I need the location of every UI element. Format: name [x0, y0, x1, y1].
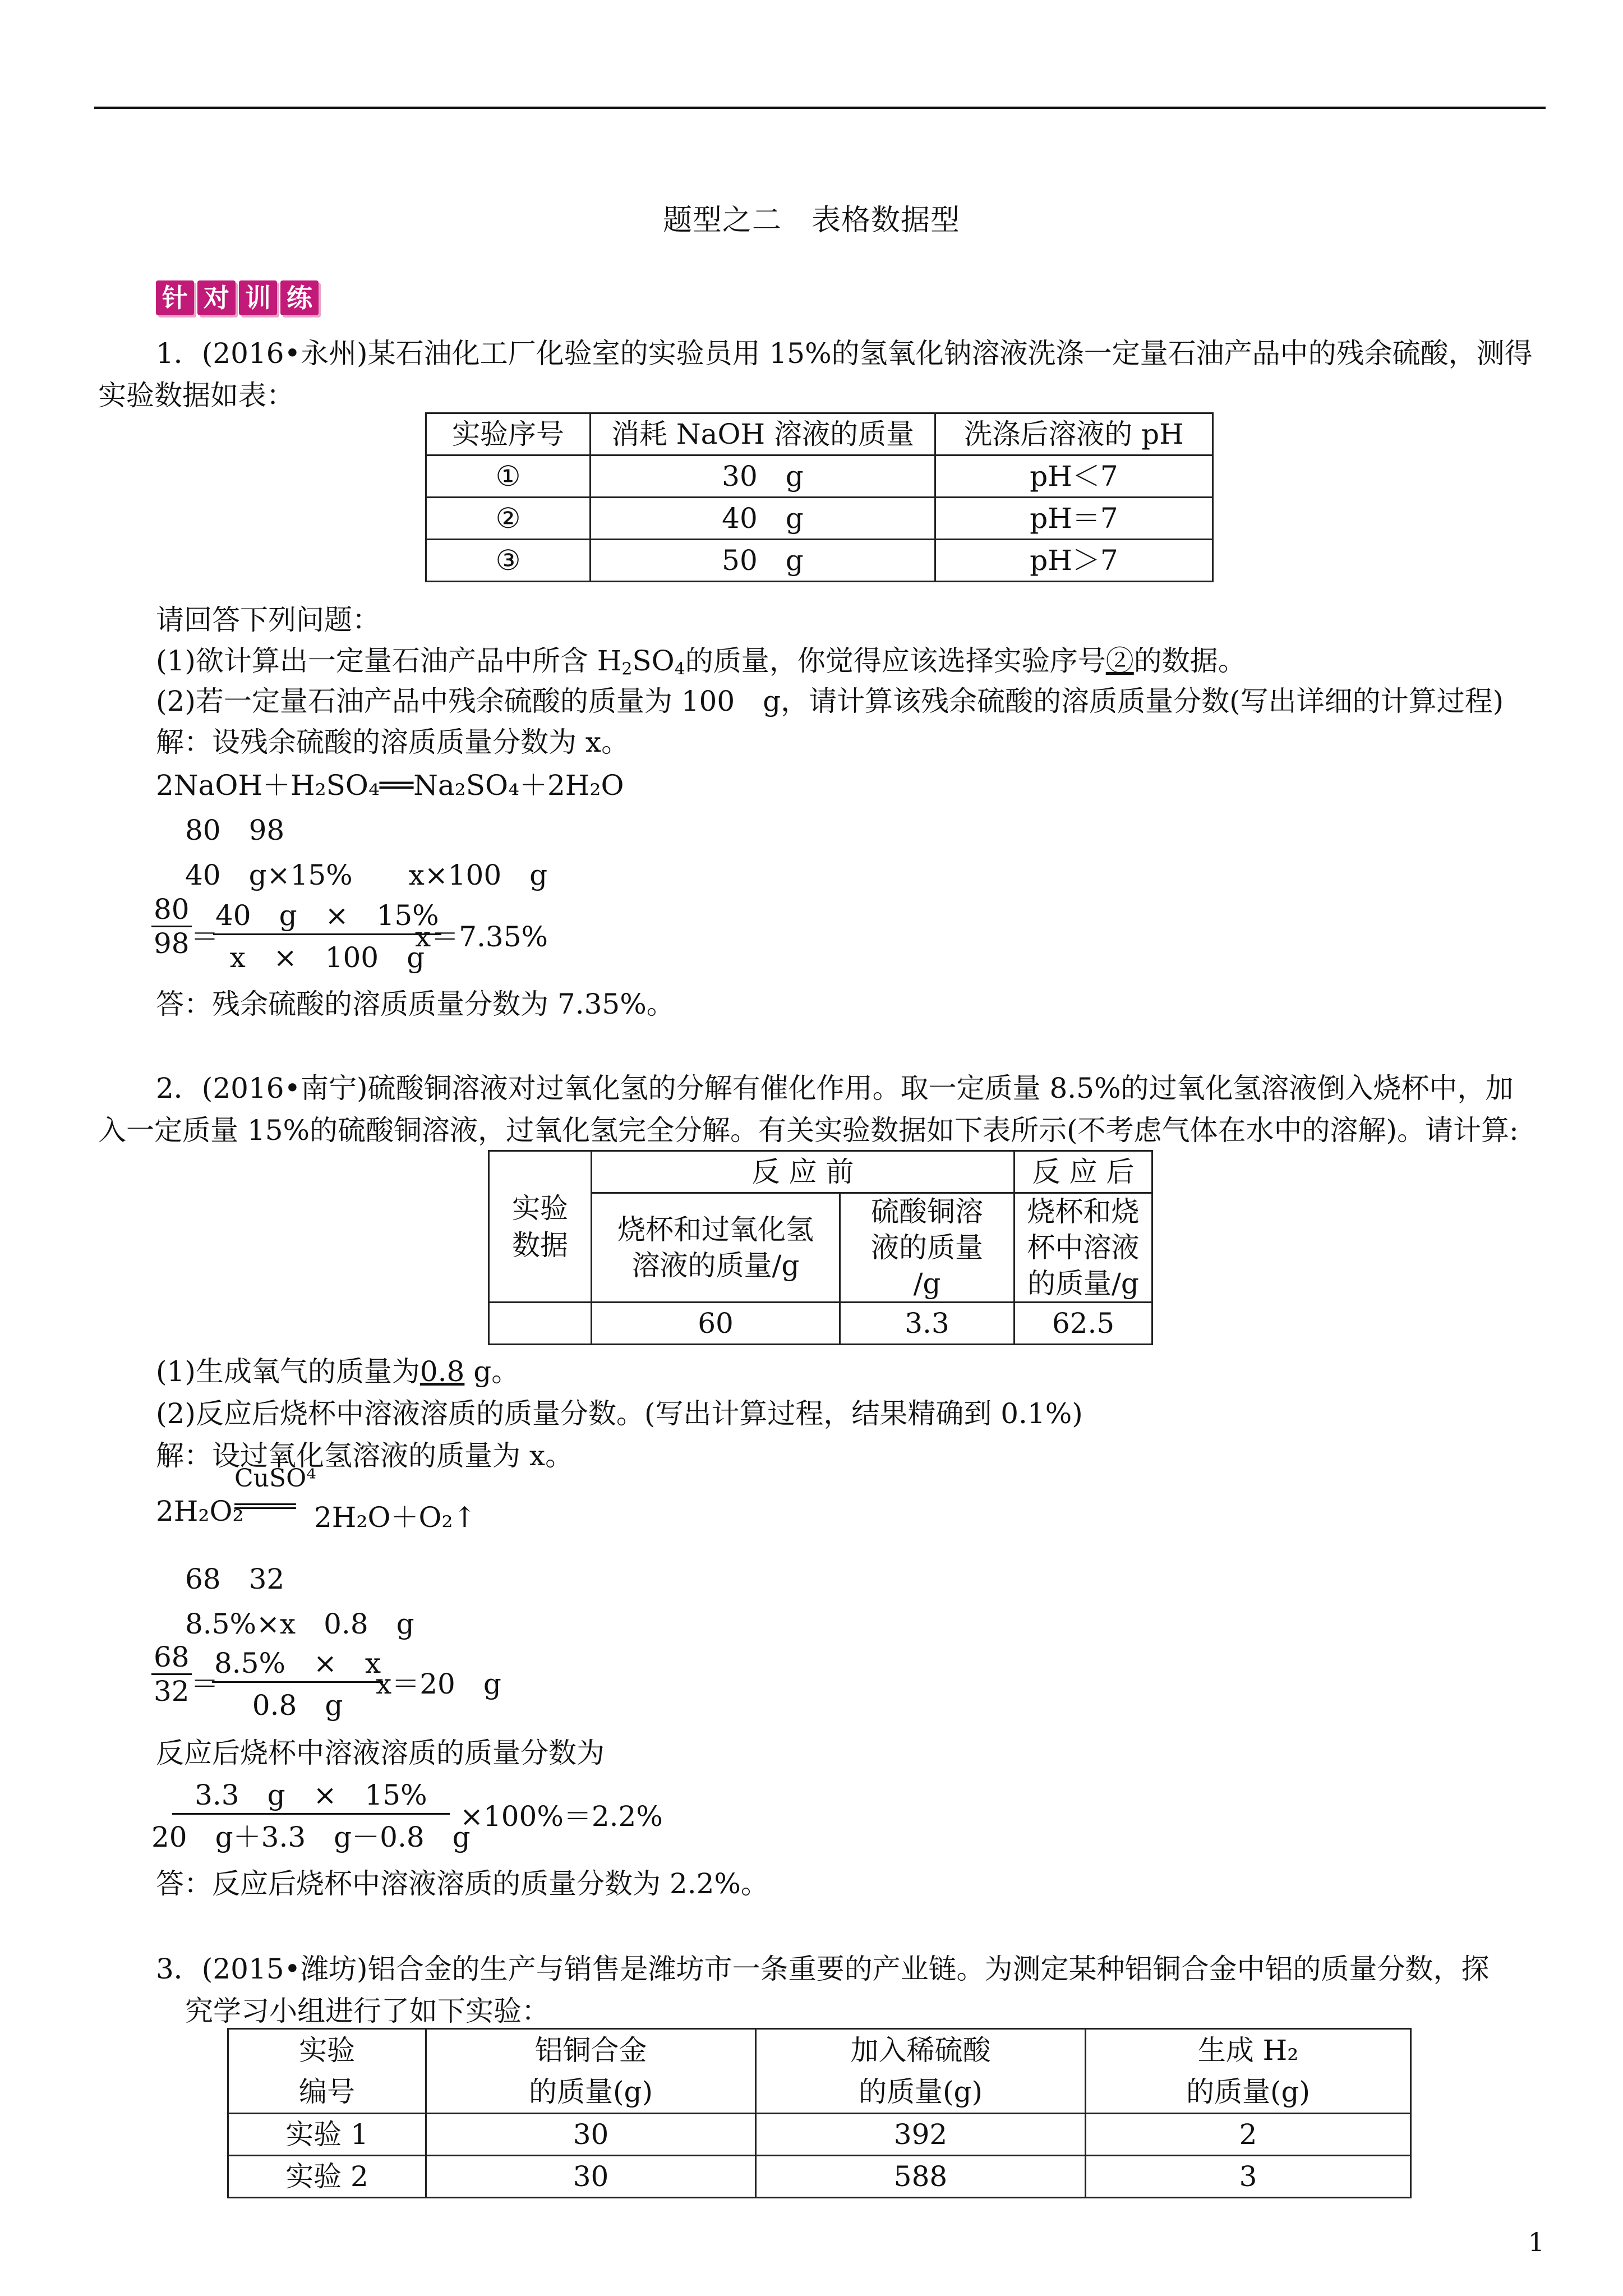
q1-fraction-left: $\frac{80}{98}$ — [151, 893, 192, 960]
q1-prompt: 请回答下列问题： — [156, 604, 380, 636]
badge-char: 对 — [197, 280, 236, 315]
q1-cell: pH＝7 — [935, 498, 1213, 540]
q2-eq-left: 2H₂O₂ — [156, 1495, 244, 1527]
q2-fraction-left: $\frac{68}{32}$ — [151, 1641, 192, 1708]
q1-cell: 40 g — [591, 498, 935, 540]
equals-sign: ＝ — [191, 1668, 219, 1700]
q2-cell: 60 — [592, 1303, 840, 1345]
q2-molar: 68 32 — [185, 1563, 285, 1595]
q2-mass: 8.5%×x 0.8 g — [185, 1608, 414, 1640]
q2-result: x＝20 g — [376, 1668, 501, 1700]
q2-line1: 2．(2016•南宁)硫酸铜溶液对过氧化氢的分解有催化作用。取一定质量 8.5%的过氧化氢溶液倒入烧杯中，加 — [156, 1072, 1514, 1105]
q2-group-after: 反 应 后 — [1015, 1151, 1152, 1193]
badge-char: 针 — [156, 280, 194, 315]
q1-cell: pH＜7 — [935, 455, 1213, 498]
q1-th: 消耗 NaOH 溶液的质量 — [591, 413, 935, 455]
q1-molar: 80 98 — [185, 814, 285, 846]
q3-line2: 究学习小组进行了如下实验： — [185, 1995, 550, 2027]
q1-table — [425, 412, 1214, 582]
q1-cell: ② — [426, 498, 591, 540]
q2-line2: 入一定质量 15%的硫酸铜溶液，过氧化氢完全分解。有关实验数据如下表所示(不考虑气体在水中的溶解)。请计算: — [98, 1114, 1519, 1147]
q2-table — [488, 1150, 1153, 1345]
q3-cell: 30 — [426, 2156, 756, 2198]
q2-part2: (2)反应后烧杯中溶液溶质的质量分数。(写出计算过程，结果精确到 0.1%) — [156, 1397, 1083, 1430]
q2-part1: (1)生成氧气的质量为0.8 g。 — [156, 1355, 520, 1388]
q1-cell: 50 g — [591, 540, 935, 582]
table-row — [426, 455, 1213, 498]
table-row — [228, 2156, 1411, 2198]
q2-answer-line: 答：反应后烧杯中溶液溶质的质量分数为 2.2%。 — [156, 1867, 769, 1900]
q2-fraction-right: $\frac{8.5\% \times x}{0.8 g}$ — [212, 1641, 383, 1723]
q2-reaction-arrow — [234, 1503, 296, 1509]
q1-solution: 解：设残余硫酸的溶质质量分数为 x。 — [156, 726, 630, 758]
q1-th: 洗涤后溶液的 pH — [935, 413, 1213, 455]
q1-result: x＝7.35% — [415, 921, 548, 953]
section-badge — [156, 280, 319, 315]
q2-cell: 62.5 — [1015, 1303, 1152, 1345]
table-row — [426, 540, 1213, 582]
q2-col-header: 烧杯和烧 杯中溶液 的质量/g — [1015, 1193, 1152, 1303]
table-row — [426, 498, 1213, 540]
q2-col-header: 硫酸铜溶 液的质量 /g — [840, 1193, 1015, 1303]
q2-cell-empty — [489, 1303, 592, 1345]
q2-big-fraction: $\frac{3.3 g \times 15\%}{20 g+3.3 g-0.8 g}$ — [151, 1773, 471, 1855]
q2-cell: 3.3 — [840, 1303, 1015, 1345]
q3-th: 加入稀硫酸 的质量(g) — [756, 2029, 1086, 2114]
table-row — [489, 1303, 1152, 1345]
q3-th: 实验 编号 — [228, 2029, 426, 2114]
q1-equation: 2NaOH＋H₂SO₄══Na₂SO₄＋2H₂O — [156, 769, 624, 802]
equals-sign: ＝ — [191, 921, 219, 953]
q1-cell: pH＞7 — [935, 540, 1213, 582]
q1-answer-line: 答：残余硫酸的溶质质量分数为 7.35%。 — [156, 988, 675, 1020]
q3-cell: 588 — [756, 2156, 1086, 2198]
q1-fraction-right: $\frac{40 g \times 15\%}{x \times 100 g}$ — [213, 893, 441, 976]
q3-table — [227, 2028, 1412, 2198]
q1-mass: 40 g×15% x×100 g — [185, 859, 548, 891]
q2-catalyst: CuSO⁴ — [234, 1464, 316, 1493]
q1-answer: ② — [1105, 645, 1134, 677]
q3-cell: 3 — [1086, 2156, 1411, 2198]
q2-big-tail: ×100%＝2.2% — [460, 1800, 663, 1833]
badge-char: 练 — [280, 280, 319, 315]
q1-part1: (1)欲计算出一定量石油产品中所含 $H_2SO_4$的质量，你觉得应该选择实验序号②的数据。 — [156, 645, 1246, 679]
page-number: 1 — [1528, 2227, 1544, 2257]
q3-cell: 30 — [426, 2114, 756, 2156]
q1-cell: ③ — [426, 540, 591, 582]
q3-cell: 实验 2 — [228, 2156, 426, 2198]
q2-fraction-intro: 反应后烧杯中溶液溶质的质量分数为 — [156, 1737, 605, 1769]
q3-th: 铝铜合金 的质量(g) — [426, 2029, 756, 2114]
q2-solution: 解：设过氧化氢溶液的质量为 x。 — [156, 1439, 574, 1472]
header-rule — [94, 107, 1546, 109]
q2-group-before: 反 应 前 — [592, 1151, 1015, 1193]
q2-answer: 0.8 — [419, 1355, 465, 1388]
q3-cell: 2 — [1086, 2114, 1411, 2156]
q1-th: 实验序号 — [426, 413, 591, 455]
q3-line1: 3．(2015•潍坊)铝合金的生产与销售是潍坊市一条重要的产业链。为测定某种铝铜合金中铝的质量分数，探 — [156, 1953, 1490, 1985]
q1-cell: ① — [426, 455, 591, 498]
q1-line2: 实验数据如表： — [98, 379, 294, 412]
table-row — [228, 2114, 1411, 2156]
q3-cell: 实验 1 — [228, 2114, 426, 2156]
q3-cell: 392 — [756, 2114, 1086, 2156]
q1-cell: 30 g — [591, 455, 935, 498]
q2-eq-right: 2H₂O＋O₂↑ — [314, 1501, 477, 1534]
q2-row-label: 实验 数据 — [489, 1151, 592, 1303]
page-title: 题型之二 表格数据型 — [662, 204, 960, 237]
q1-line1: 1．(2016•永州)某石油化工厂化验室的实验员用 15%的氢氧化钠溶液洗涤一定量石油产品中的残余硫酸，测得 — [156, 337, 1533, 370]
q3-th: 生成 H₂ 的质量(g) — [1086, 2029, 1411, 2114]
q2-col-header: 烧杯和过氧化氢 溶液的质量/g — [592, 1193, 840, 1303]
badge-char: 训 — [239, 280, 277, 315]
q1-part2: (2)若一定量石油产品中残余硫酸的质量为 100 g，请计算该残余硫酸的溶质质量分数(写出详细的计算过程) — [156, 685, 1504, 717]
